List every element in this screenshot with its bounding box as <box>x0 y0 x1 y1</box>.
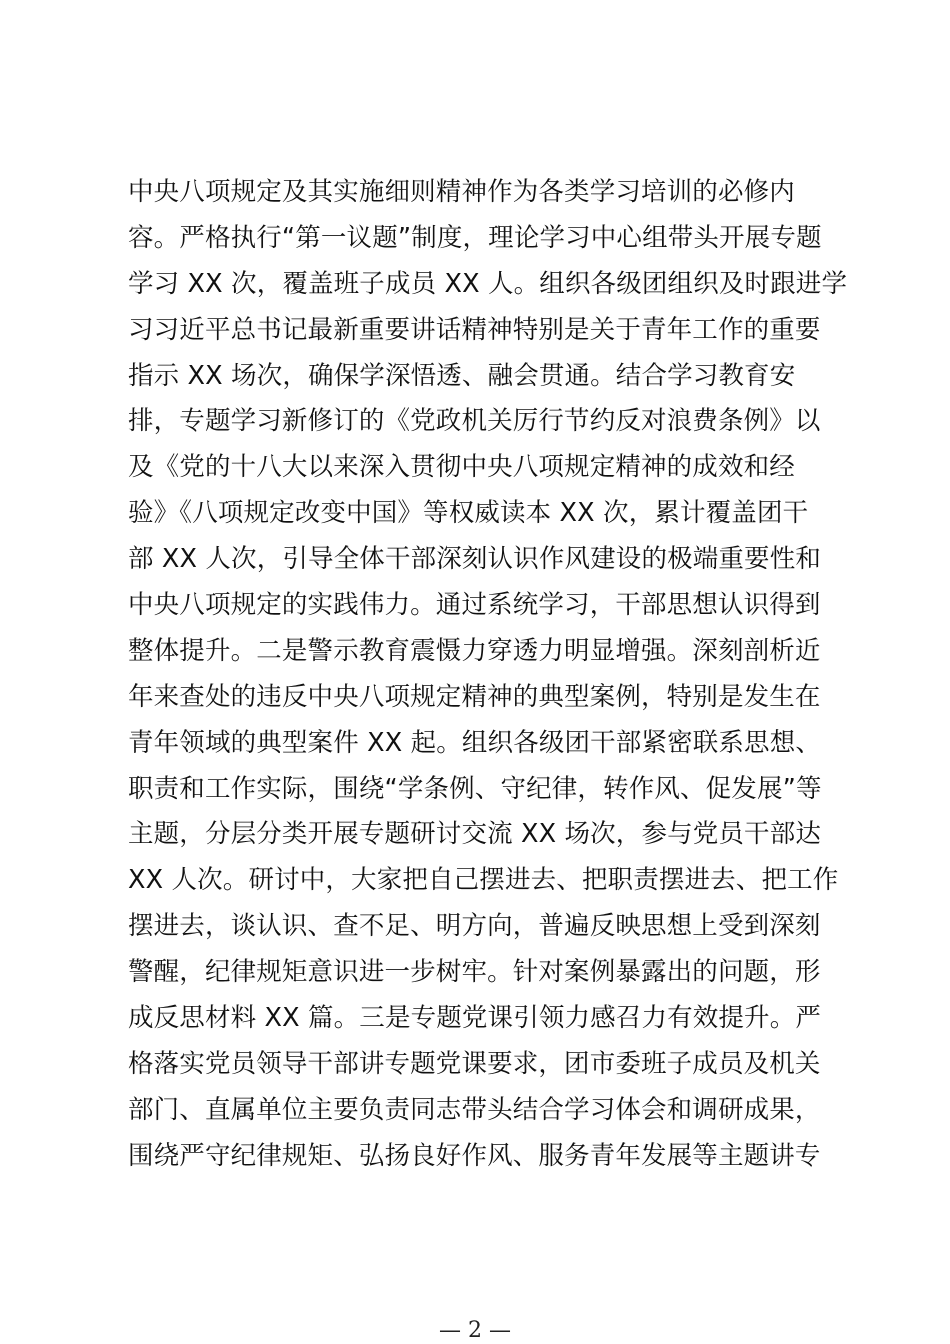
text-line: 验》《八项规定改变中国》等权威读本 XX 次，累计覆盖团干 <box>128 498 809 529</box>
text-line: 容。严格执行“第一议题”制度，理论学习中心组带头开展专题 <box>128 222 822 253</box>
text-line: 主题，分层分类开展专题研讨交流 XX 场次，参与党员干部达 <box>128 819 822 850</box>
body-paragraph <box>128 170 848 1180</box>
text-line: 中央八项规定的实践伟力。通过系统学习，干部思想认识得到 <box>128 590 821 621</box>
text-line: 排，专题学习新修订的《党政机关厉行节约反对浪费条例》以 <box>128 406 821 437</box>
text-line: 年来查处的违反中央八项规定精神的典型案例，特别是发生在 <box>128 681 821 712</box>
text-line: 青年领域的典型案件 XX 起。组织各级团干部紧密联系思想、 <box>128 727 822 758</box>
text-line: 中央八项规定及其实施细则精神作为各类学习培训的必修内 <box>128 177 795 207</box>
text-line: 格落实党员领导干部讲专题党课要求，团市委班子成员及机关 <box>128 1048 821 1079</box>
text-line: 成反思材料 XX 篇。三是专题党课引领力感召力有效提升。严 <box>128 1003 822 1034</box>
text-line: 警醒，纪律规矩意识进一步树牢。针对案例暴露出的问题，形 <box>128 957 821 988</box>
page-number: — 2 — <box>439 1318 511 1343</box>
text-line: 职责和工作实际，围绕“学条例、守纪律，转作风、促发展”等 <box>128 773 822 804</box>
text-line: 围绕严守纪律规矩、弘扬良好作风、服务青年发展等主题讲专 <box>128 1140 821 1171</box>
text-line: XX 人次。研讨中，大家把自己摆进去、把职责摆进去、把工作 <box>128 865 839 896</box>
text-line: 部门、直属单位主要负责同志带头结合学习体会和调研成果， <box>128 1094 821 1125</box>
text-line: 摆进去，谈认识、查不足、明方向，普遍反映思想上受到深刻 <box>128 911 821 942</box>
text-line: 及《党的十八大以来深入贯彻中央八项规定精神的成效和经 <box>128 452 795 483</box>
text-line: 整体提升。二是警示教育震慑力穿透力明显增强。深刻剖析近 <box>128 635 821 666</box>
text-line: 学习 XX 次，覆盖班子成员 XX 人。组织各级团组织及时跟进学 <box>128 268 848 299</box>
text-line: 部 XX 人次，引导全体干部深刻认识作风建设的极端重要性和 <box>128 544 822 575</box>
text-line: 习习近平总书记最新重要讲话精神特别是关于青年工作的重要 <box>128 314 821 345</box>
text-line: 指示 XX 场次，确保学深悟透、融会贯通。结合学习教育安 <box>128 360 796 391</box>
